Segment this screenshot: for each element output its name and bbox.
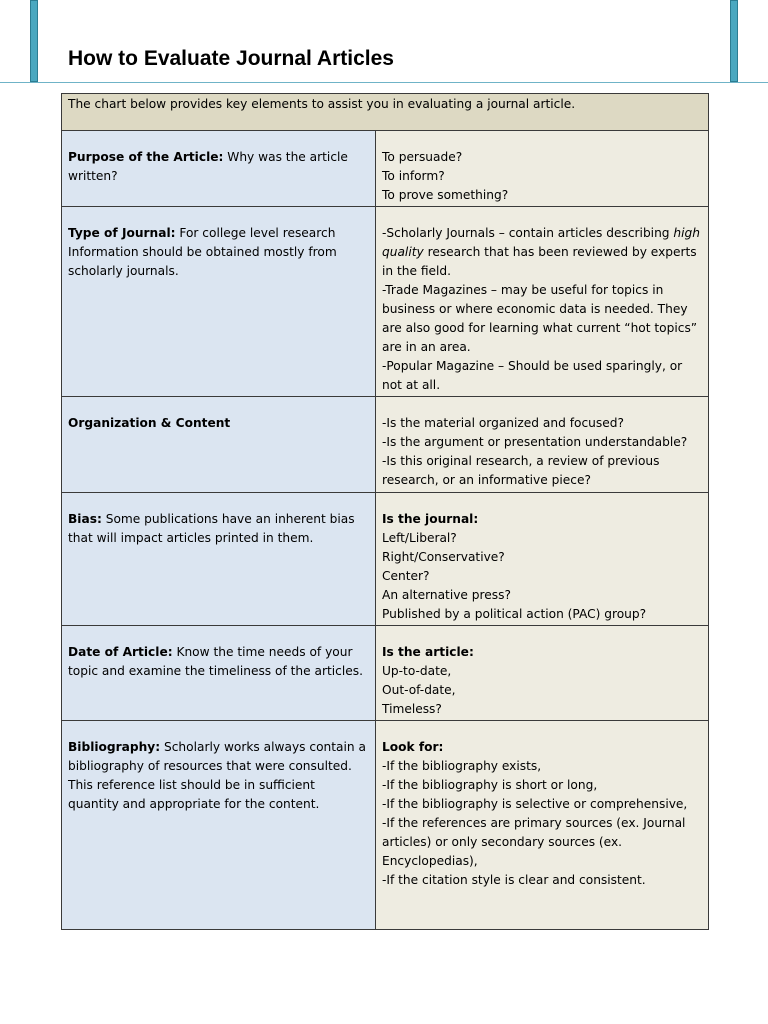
answer-line: Out-of-date, — [382, 683, 456, 697]
criterion-label: Type of Journal: — [68, 226, 176, 240]
answer-line: -If the bibliography is selective or comprehensive, — [382, 797, 688, 811]
criterion-label: Organization & Content — [68, 416, 231, 430]
answer-line — [382, 224, 702, 281]
intro-row — [62, 94, 709, 131]
table-row — [62, 493, 709, 626]
answer-line: -If the bibliography is short or long, — [382, 778, 598, 792]
answer-cell — [376, 626, 709, 721]
answer-cell — [376, 131, 709, 207]
answer-line: Center? — [382, 569, 430, 583]
table-row — [62, 131, 709, 207]
intro-text: The chart below provides key elements to assist you in evaluating a journal article. — [62, 94, 709, 131]
answer-line: -If the citation style is clear and consistent. — [382, 873, 646, 887]
answer-line: Up-to-date, — [382, 664, 452, 678]
criterion-label: Purpose of the Article: — [68, 150, 224, 164]
answer-line: Published by a political action (PAC) group? — [382, 607, 647, 621]
answer-line: -Is the argument or presentation understandable? — [382, 435, 688, 449]
criterion-label: Bibliography: — [68, 740, 161, 754]
criterion-cell — [62, 626, 376, 721]
answer-cell — [376, 721, 709, 930]
answer-line: To persuade? — [382, 150, 463, 164]
criterion-cell — [62, 131, 376, 207]
answer-line: -Is this original research, a review of previous research, or an informative piece? — [382, 454, 660, 487]
answer-heading: Is the journal: — [382, 512, 479, 526]
criterion-cell — [62, 397, 376, 493]
answer-line: -Trade Magazines – may be useful for topics in business or where economic data is needed. They are also good for learning what current “hot topics” are in an area. — [382, 283, 698, 354]
answer-line: -If the bibliography exists, — [382, 759, 542, 773]
criterion-description: Scholarly works always contain a bibliography of resources that were consulted. This reference list should be in sufficient quantity and appropriate for the content. — [68, 740, 366, 811]
table-row — [62, 626, 709, 721]
answer-cell — [376, 397, 709, 493]
criterion-description: For college level research Information should be obtained mostly from scholarly journals. — [68, 226, 337, 278]
criterion-label: Date of Article: — [68, 645, 173, 659]
evaluation-table — [61, 93, 709, 930]
answer-cell — [376, 207, 709, 397]
table-row — [62, 721, 709, 930]
criterion-description: Why was the article written? — [68, 150, 348, 183]
answer-line: To inform? — [382, 169, 445, 183]
page-title: How to Evaluate Journal Articles — [68, 47, 394, 70]
answer-heading: Is the article: — [382, 645, 474, 659]
answer-line: Left/Liberal? — [382, 531, 457, 545]
answer-line: To prove something? — [382, 188, 509, 202]
decorative-bar-left — [30, 0, 38, 82]
criterion-cell — [62, 721, 376, 930]
table-row — [62, 397, 709, 493]
answer-line: -Is the material organized and focused? — [382, 416, 624, 430]
criterion-description: Know the time needs of your topic and examine the timeliness of the articles. — [68, 645, 363, 678]
criterion-description: Some publications have an inherent bias that will impact articles printed in them. — [68, 512, 355, 545]
answer-line: Right/Conservative? — [382, 550, 505, 564]
header-rule — [0, 82, 768, 83]
answer-line: An alternative press? — [382, 588, 511, 602]
answer-text: -Scholarly Journals – contain articles describing — [382, 226, 674, 240]
criterion-cell — [62, 493, 376, 626]
criterion-label: Bias: — [68, 512, 102, 526]
answer-heading: Look for: — [382, 740, 444, 754]
answer-cell — [376, 493, 709, 626]
answer-emphasis: high quality — [382, 226, 700, 259]
answer-line: Timeless? — [382, 702, 442, 716]
table-row — [62, 207, 709, 397]
answer-line: -Popular Magazine – Should be used sparingly, or not at all. — [382, 359, 683, 392]
answer-text: research that has been reviewed by experts in the field. — [382, 245, 697, 278]
answer-line: -If the references are primary sources (ex. Journal articles) or only secondary sources (ex. Encyclopedias), — [382, 816, 686, 868]
decorative-bar-right — [730, 0, 738, 82]
criterion-cell — [62, 207, 376, 397]
